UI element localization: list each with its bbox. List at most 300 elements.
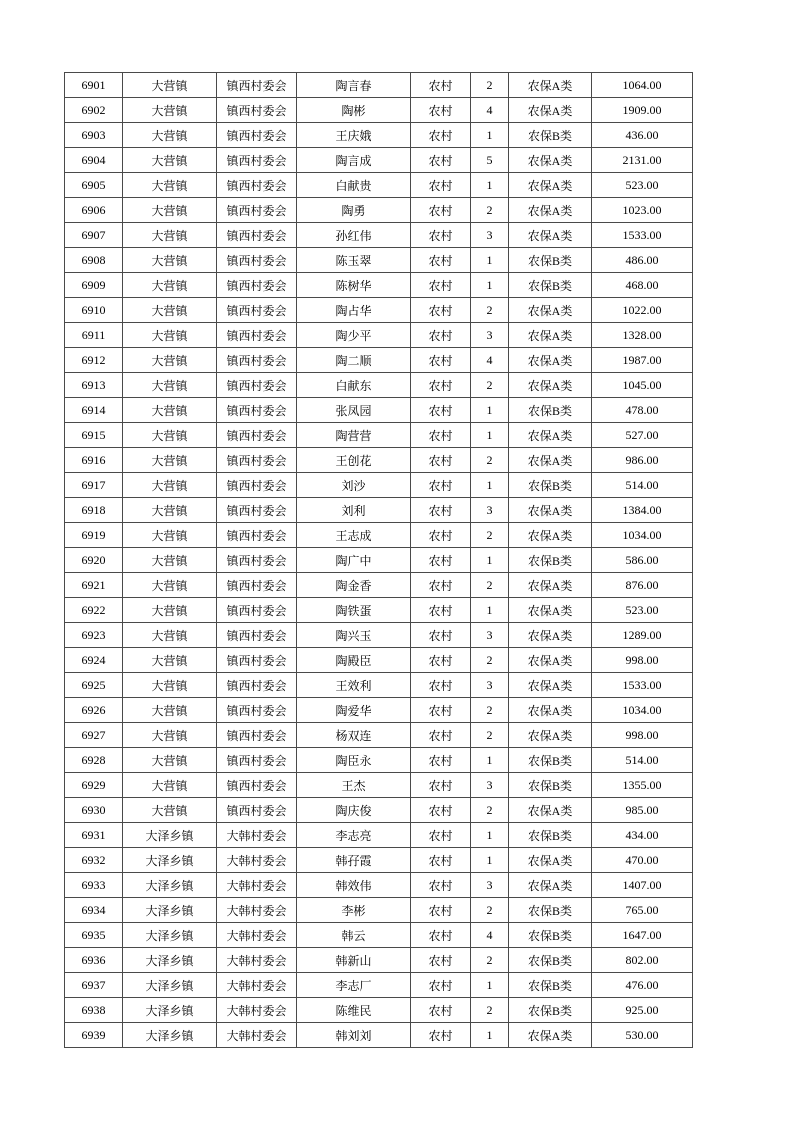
- table-cell: 大韩村委会: [217, 973, 297, 998]
- table-cell: 农保B类: [509, 973, 592, 998]
- table-cell: 6938: [65, 998, 123, 1023]
- table-cell: 6916: [65, 448, 123, 473]
- table-cell: 2: [471, 648, 509, 673]
- table-cell: 586.00: [592, 548, 693, 573]
- table-cell: 2: [471, 573, 509, 598]
- table-cell: 985.00: [592, 798, 693, 823]
- table-cell: 陶言春: [297, 73, 411, 98]
- table-row: [65, 773, 693, 798]
- table-row: [65, 948, 693, 973]
- table-cell: 镇西村委会: [217, 273, 297, 298]
- table-cell: 白献贵: [297, 173, 411, 198]
- table-cell: 大营镇: [123, 773, 217, 798]
- table-cell: 6930: [65, 798, 123, 823]
- table-cell: 1289.00: [592, 623, 693, 648]
- table-cell: 大泽乡镇: [123, 848, 217, 873]
- table-cell: 农保B类: [509, 773, 592, 798]
- table-cell: 农村: [411, 823, 471, 848]
- table-cell: 农村: [411, 598, 471, 623]
- table-cell: 1: [471, 273, 509, 298]
- table-row: [65, 898, 693, 923]
- table-cell: 韩效伟: [297, 873, 411, 898]
- table-cell: 孙红伟: [297, 223, 411, 248]
- table-cell: 大营镇: [123, 298, 217, 323]
- table-cell: 6918: [65, 498, 123, 523]
- table-cell: 6925: [65, 673, 123, 698]
- table-cell: 6922: [65, 598, 123, 623]
- table-cell: 陶二顺: [297, 348, 411, 373]
- table-cell: 1: [471, 748, 509, 773]
- table-cell: 大韩村委会: [217, 898, 297, 923]
- table-cell: 1: [471, 548, 509, 573]
- table-cell: 大韩村委会: [217, 823, 297, 848]
- table-cell: 2131.00: [592, 148, 693, 173]
- table-cell: 农村: [411, 498, 471, 523]
- table-cell: 986.00: [592, 448, 693, 473]
- table-cell: 农村: [411, 348, 471, 373]
- table-cell: 陶殿臣: [297, 648, 411, 673]
- table-cell: 大泽乡镇: [123, 923, 217, 948]
- table-cell: 2: [471, 723, 509, 748]
- table-cell: 6901: [65, 73, 123, 98]
- table-cell: 6933: [65, 873, 123, 898]
- table-cell: 镇西村委会: [217, 623, 297, 648]
- table-cell: 镇西村委会: [217, 398, 297, 423]
- table-cell: 1384.00: [592, 498, 693, 523]
- table-cell: 农保A类: [509, 623, 592, 648]
- table-cell: 3: [471, 673, 509, 698]
- table-cell: 镇西村委会: [217, 248, 297, 273]
- table-cell: 镇西村委会: [217, 173, 297, 198]
- table-body: [65, 73, 693, 1048]
- table-cell: 农村: [411, 198, 471, 223]
- table-cell: 6928: [65, 748, 123, 773]
- table-cell: 农保A类: [509, 73, 592, 98]
- table-cell: 镇西村委会: [217, 798, 297, 823]
- table-cell: 6907: [65, 223, 123, 248]
- table-row: [65, 573, 693, 598]
- table-cell: 大营镇: [123, 173, 217, 198]
- table-cell: 2: [471, 448, 509, 473]
- table-cell: 陈玉翠: [297, 248, 411, 273]
- table-cell: 农保A类: [509, 198, 592, 223]
- table-cell: 镇西村委会: [217, 348, 297, 373]
- table-cell: 大营镇: [123, 573, 217, 598]
- table-row: [65, 973, 693, 998]
- table-cell: 大营镇: [123, 348, 217, 373]
- table-cell: 998.00: [592, 723, 693, 748]
- table-cell: 6906: [65, 198, 123, 223]
- table-cell: 大泽乡镇: [123, 948, 217, 973]
- table-cell: 2: [471, 998, 509, 1023]
- table-row: [65, 798, 693, 823]
- table-cell: 6939: [65, 1023, 123, 1048]
- table-cell: 陶兴玉: [297, 623, 411, 648]
- table-row: [65, 873, 693, 898]
- table-cell: 王志成: [297, 523, 411, 548]
- table-cell: 农村: [411, 123, 471, 148]
- table-cell: 农村: [411, 523, 471, 548]
- table-row: [65, 598, 693, 623]
- table-cell: 大营镇: [123, 748, 217, 773]
- table-cell: 农保A类: [509, 423, 592, 448]
- table-cell: 1045.00: [592, 373, 693, 398]
- table-cell: 486.00: [592, 248, 693, 273]
- table-row: [65, 398, 693, 423]
- table-cell: 514.00: [592, 473, 693, 498]
- table-cell: 1: [471, 173, 509, 198]
- table-row: [65, 823, 693, 848]
- table-cell: 大泽乡镇: [123, 1023, 217, 1048]
- table-row: [65, 373, 693, 398]
- table-cell: 农村: [411, 573, 471, 598]
- table-cell: 大营镇: [123, 423, 217, 448]
- table-cell: 王杰: [297, 773, 411, 798]
- table-cell: 陶占华: [297, 298, 411, 323]
- table-row: [65, 223, 693, 248]
- table-cell: 3: [471, 773, 509, 798]
- table-cell: 农村: [411, 248, 471, 273]
- table-row: [65, 623, 693, 648]
- table-cell: 镇西村委会: [217, 73, 297, 98]
- table-cell: 大营镇: [123, 198, 217, 223]
- table-cell: 4: [471, 923, 509, 948]
- table-cell: 2: [471, 523, 509, 548]
- table-cell: 农村: [411, 623, 471, 648]
- table-cell: 农村: [411, 973, 471, 998]
- table-row: [65, 198, 693, 223]
- table-cell: 802.00: [592, 948, 693, 973]
- table-row: [65, 148, 693, 173]
- table-cell: 镇西村委会: [217, 598, 297, 623]
- table-cell: 1987.00: [592, 348, 693, 373]
- table-cell: 大营镇: [123, 798, 217, 823]
- table-cell: 农村: [411, 698, 471, 723]
- table-row: [65, 73, 693, 98]
- table-cell: 大营镇: [123, 723, 217, 748]
- table-cell: 6920: [65, 548, 123, 573]
- table-cell: 农村: [411, 98, 471, 123]
- table-cell: 1: [471, 398, 509, 423]
- table-cell: 王创花: [297, 448, 411, 473]
- table-cell: 6908: [65, 248, 123, 273]
- table-cell: 韩刘刘: [297, 1023, 411, 1048]
- table-cell: 农村: [411, 898, 471, 923]
- table-cell: 镇西村委会: [217, 648, 297, 673]
- table-cell: 镇西村委会: [217, 323, 297, 348]
- table-cell: 农村: [411, 1023, 471, 1048]
- table-cell: 陶臣永: [297, 748, 411, 773]
- table-cell: 农保A类: [509, 373, 592, 398]
- table-cell: 大营镇: [123, 323, 217, 348]
- table-cell: 农保B类: [509, 998, 592, 1023]
- table-cell: 3: [471, 623, 509, 648]
- table-cell: 6902: [65, 98, 123, 123]
- table-cell: 农村: [411, 873, 471, 898]
- table-row: [65, 673, 693, 698]
- table-row: [65, 723, 693, 748]
- table-cell: 农村: [411, 798, 471, 823]
- table-cell: 大营镇: [123, 523, 217, 548]
- table-cell: 6937: [65, 973, 123, 998]
- table-row: [65, 248, 693, 273]
- table-cell: 农村: [411, 648, 471, 673]
- table-cell: 530.00: [592, 1023, 693, 1048]
- table-cell: 6935: [65, 923, 123, 948]
- table-cell: 刘沙: [297, 473, 411, 498]
- table-cell: 镇西村委会: [217, 373, 297, 398]
- table-cell: 大韩村委会: [217, 948, 297, 973]
- table-cell: 6915: [65, 423, 123, 448]
- table-cell: 2: [471, 798, 509, 823]
- table-cell: 6924: [65, 648, 123, 673]
- table-cell: 李志亮: [297, 823, 411, 848]
- table-cell: 大营镇: [123, 373, 217, 398]
- table-cell: 2: [471, 948, 509, 973]
- table-cell: 2: [471, 898, 509, 923]
- table-cell: 514.00: [592, 748, 693, 773]
- table-cell: 1407.00: [592, 873, 693, 898]
- table-cell: 大营镇: [123, 448, 217, 473]
- table-cell: 农保B类: [509, 473, 592, 498]
- table-cell: 农保A类: [509, 648, 592, 673]
- table-cell: 陶广中: [297, 548, 411, 573]
- table-cell: 农村: [411, 223, 471, 248]
- table-cell: 镇西村委会: [217, 148, 297, 173]
- table-cell: 大泽乡镇: [123, 998, 217, 1023]
- table-cell: 3: [471, 873, 509, 898]
- table-cell: 农村: [411, 923, 471, 948]
- table-cell: 大韩村委会: [217, 998, 297, 1023]
- table-cell: 大营镇: [123, 73, 217, 98]
- table-cell: 523.00: [592, 173, 693, 198]
- table-cell: 农保A类: [509, 98, 592, 123]
- table-cell: 2: [471, 73, 509, 98]
- table-cell: 大营镇: [123, 273, 217, 298]
- table-cell: 陶勇: [297, 198, 411, 223]
- table-cell: 镇西村委会: [217, 773, 297, 798]
- table-cell: 陶爱华: [297, 698, 411, 723]
- table-cell: 6917: [65, 473, 123, 498]
- table-cell: 468.00: [592, 273, 693, 298]
- table-cell: 1533.00: [592, 223, 693, 248]
- table-cell: 韩新山: [297, 948, 411, 973]
- table-cell: 陶营营: [297, 423, 411, 448]
- table-row: [65, 273, 693, 298]
- table-cell: 白献东: [297, 373, 411, 398]
- table-cell: 大营镇: [123, 473, 217, 498]
- table-cell: 镇西村委会: [217, 673, 297, 698]
- table-cell: 2: [471, 198, 509, 223]
- table-cell: 镇西村委会: [217, 548, 297, 573]
- table-cell: 农保B类: [509, 548, 592, 573]
- table-cell: 镇西村委会: [217, 198, 297, 223]
- table-row: [65, 923, 693, 948]
- table-row: [65, 698, 693, 723]
- table-cell: 5: [471, 148, 509, 173]
- table-cell: 农保B类: [509, 123, 592, 148]
- table-cell: 农保A类: [509, 698, 592, 723]
- table-cell: 大泽乡镇: [123, 898, 217, 923]
- table-cell: 农保A类: [509, 673, 592, 698]
- table-cell: 470.00: [592, 848, 693, 873]
- table-cell: 镇西村委会: [217, 298, 297, 323]
- table-row: [65, 1023, 693, 1048]
- table-cell: 大营镇: [123, 673, 217, 698]
- table-cell: 镇西村委会: [217, 698, 297, 723]
- table-row: [65, 848, 693, 873]
- table-cell: 农村: [411, 948, 471, 973]
- table-row: [65, 748, 693, 773]
- table-cell: 农保A类: [509, 323, 592, 348]
- table-cell: 436.00: [592, 123, 693, 148]
- table-cell: 农村: [411, 148, 471, 173]
- table-cell: 杨双连: [297, 723, 411, 748]
- table-cell: 6914: [65, 398, 123, 423]
- table-cell: 刘利: [297, 498, 411, 523]
- table-cell: 1: [471, 1023, 509, 1048]
- table-cell: 1022.00: [592, 298, 693, 323]
- table-cell: 1064.00: [592, 73, 693, 98]
- table-cell: 农村: [411, 398, 471, 423]
- table-row: [65, 998, 693, 1023]
- table-cell: 6936: [65, 948, 123, 973]
- table-cell: 镇西村委会: [217, 448, 297, 473]
- table-cell: 王庆娥: [297, 123, 411, 148]
- table-cell: 523.00: [592, 598, 693, 623]
- table-cell: 农保A类: [509, 348, 592, 373]
- table-cell: 农村: [411, 423, 471, 448]
- table-cell: 1: [471, 248, 509, 273]
- table-cell: 876.00: [592, 573, 693, 598]
- table-cell: 农村: [411, 723, 471, 748]
- table-cell: 镇西村委会: [217, 423, 297, 448]
- table-row: [65, 648, 693, 673]
- table-cell: 陶彬: [297, 98, 411, 123]
- table-cell: 农保A类: [509, 598, 592, 623]
- table-cell: 1355.00: [592, 773, 693, 798]
- table-cell: 3: [471, 498, 509, 523]
- table-row: [65, 548, 693, 573]
- table-cell: 1023.00: [592, 198, 693, 223]
- table-cell: 农村: [411, 448, 471, 473]
- table-cell: 大营镇: [123, 548, 217, 573]
- table-cell: 农保A类: [509, 223, 592, 248]
- table-cell: 镇西村委会: [217, 473, 297, 498]
- table-cell: 农保A类: [509, 798, 592, 823]
- table-cell: 6934: [65, 898, 123, 923]
- table-row: [65, 523, 693, 548]
- roster-table: [64, 72, 693, 1048]
- table-cell: 大韩村委会: [217, 1023, 297, 1048]
- table-cell: 大营镇: [123, 648, 217, 673]
- table-cell: 农保B类: [509, 923, 592, 948]
- table-cell: 1533.00: [592, 673, 693, 698]
- table-row: [65, 98, 693, 123]
- table-cell: 大泽乡镇: [123, 823, 217, 848]
- table-cell: 农保A类: [509, 873, 592, 898]
- table-cell: 农村: [411, 998, 471, 1023]
- table-cell: 农保A类: [509, 523, 592, 548]
- table-cell: 6910: [65, 298, 123, 323]
- table-cell: 农保B类: [509, 273, 592, 298]
- table-cell: 478.00: [592, 398, 693, 423]
- table-cell: 农村: [411, 173, 471, 198]
- table-cell: 农村: [411, 548, 471, 573]
- table-cell: 1: [471, 598, 509, 623]
- table-cell: 农保A类: [509, 448, 592, 473]
- table-cell: 1647.00: [592, 923, 693, 948]
- table-cell: 李志厂: [297, 973, 411, 998]
- table-cell: 6931: [65, 823, 123, 848]
- table-cell: 农村: [411, 273, 471, 298]
- table-cell: 农村: [411, 298, 471, 323]
- table-cell: 陶铁蛋: [297, 598, 411, 623]
- table-cell: 6912: [65, 348, 123, 373]
- table-cell: 张凤园: [297, 398, 411, 423]
- table-cell: 3: [471, 323, 509, 348]
- table-cell: 2: [471, 698, 509, 723]
- table-cell: 2: [471, 373, 509, 398]
- table-cell: 农村: [411, 848, 471, 873]
- table-cell: 925.00: [592, 998, 693, 1023]
- table-cell: 1: [471, 123, 509, 148]
- table-cell: 大营镇: [123, 148, 217, 173]
- table-cell: 大营镇: [123, 623, 217, 648]
- table-row: [65, 423, 693, 448]
- table-cell: 大营镇: [123, 248, 217, 273]
- table-cell: 农村: [411, 773, 471, 798]
- table-cell: 韩云: [297, 923, 411, 948]
- table-cell: 1034.00: [592, 698, 693, 723]
- table-row: [65, 123, 693, 148]
- table-cell: 1328.00: [592, 323, 693, 348]
- table-cell: 陶少平: [297, 323, 411, 348]
- table-cell: 农保B类: [509, 398, 592, 423]
- table-cell: 农保A类: [509, 298, 592, 323]
- table-cell: 998.00: [592, 648, 693, 673]
- table-cell: 大韩村委会: [217, 848, 297, 873]
- table-cell: 6905: [65, 173, 123, 198]
- table-cell: 4: [471, 348, 509, 373]
- table-cell: 6923: [65, 623, 123, 648]
- table-cell: 6932: [65, 848, 123, 873]
- table-cell: 大营镇: [123, 223, 217, 248]
- table-cell: 农保A类: [509, 723, 592, 748]
- table-cell: 6909: [65, 273, 123, 298]
- table-cell: 6913: [65, 373, 123, 398]
- table-row: [65, 323, 693, 348]
- table-cell: 1: [471, 823, 509, 848]
- table-cell: 6904: [65, 148, 123, 173]
- table-cell: 大营镇: [123, 98, 217, 123]
- table-cell: 陶庆俊: [297, 798, 411, 823]
- table-cell: 农保B类: [509, 748, 592, 773]
- table-cell: 农村: [411, 373, 471, 398]
- table-cell: 李彬: [297, 898, 411, 923]
- table-cell: 6921: [65, 573, 123, 598]
- table-cell: 434.00: [592, 823, 693, 848]
- table-cell: 陶言成: [297, 148, 411, 173]
- table-cell: 镇西村委会: [217, 748, 297, 773]
- table-cell: 农保A类: [509, 848, 592, 873]
- table-cell: 1034.00: [592, 523, 693, 548]
- table-cell: 6927: [65, 723, 123, 748]
- table-cell: 镇西村委会: [217, 573, 297, 598]
- table-cell: 2: [471, 298, 509, 323]
- table-cell: 农村: [411, 473, 471, 498]
- table-cell: 陈树华: [297, 273, 411, 298]
